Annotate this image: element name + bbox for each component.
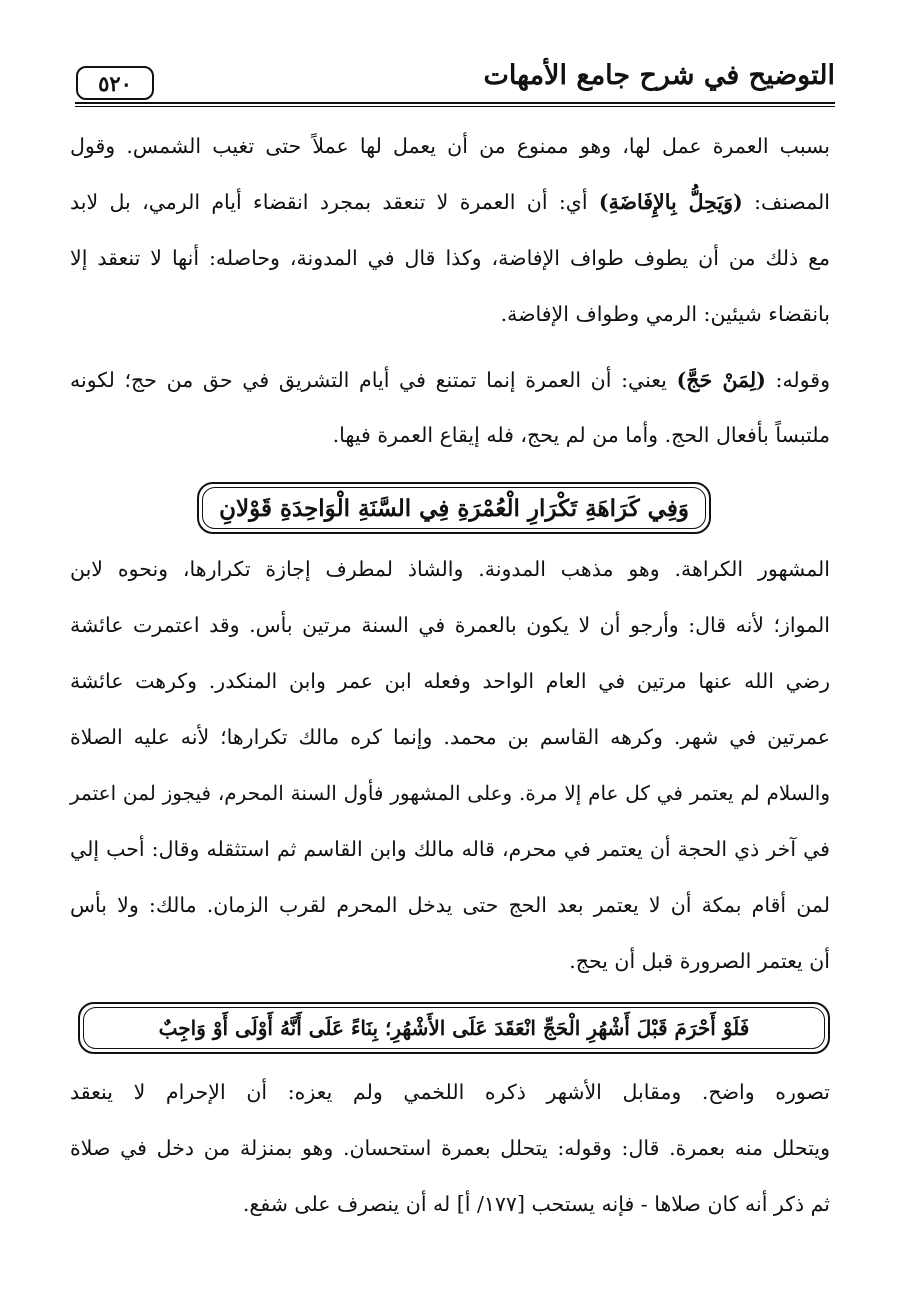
text-line: ثم ذكر أنه كان صلاها - فإنه يستحب [١٧٧/ أ] له أن ينصرف على شفع. xyxy=(242,1192,830,1216)
page-header xyxy=(75,58,835,106)
running-title: التوضيح في شرح جامع الأمهات xyxy=(483,60,835,91)
text-line: ملتبساً بأفعال الحج. وأما من لم يحج، فله إيقاع العمرة فيها. xyxy=(332,423,830,447)
text-line: لمن أقام بمكة أن لا يعتمر بعد الحج حتى يدخل المحرم لقرب الزمان. مالك: ولا بأس xyxy=(70,893,830,917)
text-line: المواز؛ لأنه قال: وأرجو أن لا يكون بالعمرة في السنة مرتين بأس. وقد اعتمرت عائشة xyxy=(70,613,830,637)
text-line: ويتحلل منه بعمرة. قال: وقوله: يتحلل بعمرة استحسان. وهو بمنزلة من دخل في صلاة xyxy=(70,1136,830,1160)
text-line: عمرتين في شهر. وكرهه القاسم بن محمد. وإنما كره مالك تكرارها؛ لأنه عليه الصلاة xyxy=(70,725,830,749)
text-run: وقوله: xyxy=(775,368,830,392)
text-line xyxy=(70,187,830,217)
matn-quote: (لِمَنْ حَجَّ) xyxy=(676,368,766,392)
text-line: المشهور الكراهة. وهو مذهب المدونة. والشاذ لمطرف إجازة تكرارها، ونحوه لابن xyxy=(70,557,830,581)
text-line: في آخر ذي الحجة أن يعتمر في محرم، قاله مالك وابن القاسم ثم استثقله وقال: أحب إلي xyxy=(70,837,830,861)
text-run: أي: أن العمرة لا تنعقد بمجرد انقضاء أيام الرمي، بل لابد xyxy=(70,190,588,214)
text-line: تصوره واضح. ومقابل الأشهر ذكره اللخمي ولم يعزه: أن الإحرام لا ينعقد xyxy=(70,1080,830,1104)
page-number: ٥٢٠ xyxy=(76,66,154,100)
text-line: مع ذلك من أن يطوف طواف الإفاضة، وكذا قال في المدونة، وحاصله: أنها لا تنعقد إلا xyxy=(70,246,830,270)
header-rule-thin xyxy=(75,106,835,107)
matn-quote: (وَيَحِلُّ بِالإِفَاضَةِ) xyxy=(598,190,743,214)
text-line: رضي الله عنها مرتين في العام الواحد وفعله ابن عمر وابن المنكدر. وكرهت عائشة xyxy=(70,669,830,693)
matn-box: فَلَوْ أَحْرَمَ قَبْلَ أَشْهُرِ الْحَجِّ انْعَقَدَ عَلَى الأَشْهُرِ؛ بِنَاءً عَلَى أَنَّهُ أَوْلَى أَوْ وَاجِبٌ xyxy=(78,1002,830,1054)
text-run: المصنف: xyxy=(754,190,830,214)
matn-box: وَفِي كَرَاهَةِ تَكْرَارِ الْعُمْرَةِ فِي السَّنَةِ الْوَاحِدَةِ قَوْلانِ xyxy=(197,482,711,534)
text-line: أن يعتمر الصرورة قبل أن يحج. xyxy=(569,949,830,973)
text-line xyxy=(70,365,830,395)
text-run: يعني: أن العمرة إنما تمتنع في أيام التشريق في حق من حج؛ لكونه xyxy=(70,368,667,392)
header-rule xyxy=(75,102,835,104)
text-line: بانقضاء شيئين: الرمي وطواف الإفاضة. xyxy=(500,302,830,326)
text-line: بسبب العمرة عمل لها، وهو ممنوع من أن يعمل لها عملاً حتى تغيب الشمس. وقول xyxy=(70,134,830,158)
text-line: والسلام لم يعتمر في كل عام إلا مرة. وعلى المشهور فأول السنة المحرم، فيجوز لمن اعتمر xyxy=(70,781,830,805)
